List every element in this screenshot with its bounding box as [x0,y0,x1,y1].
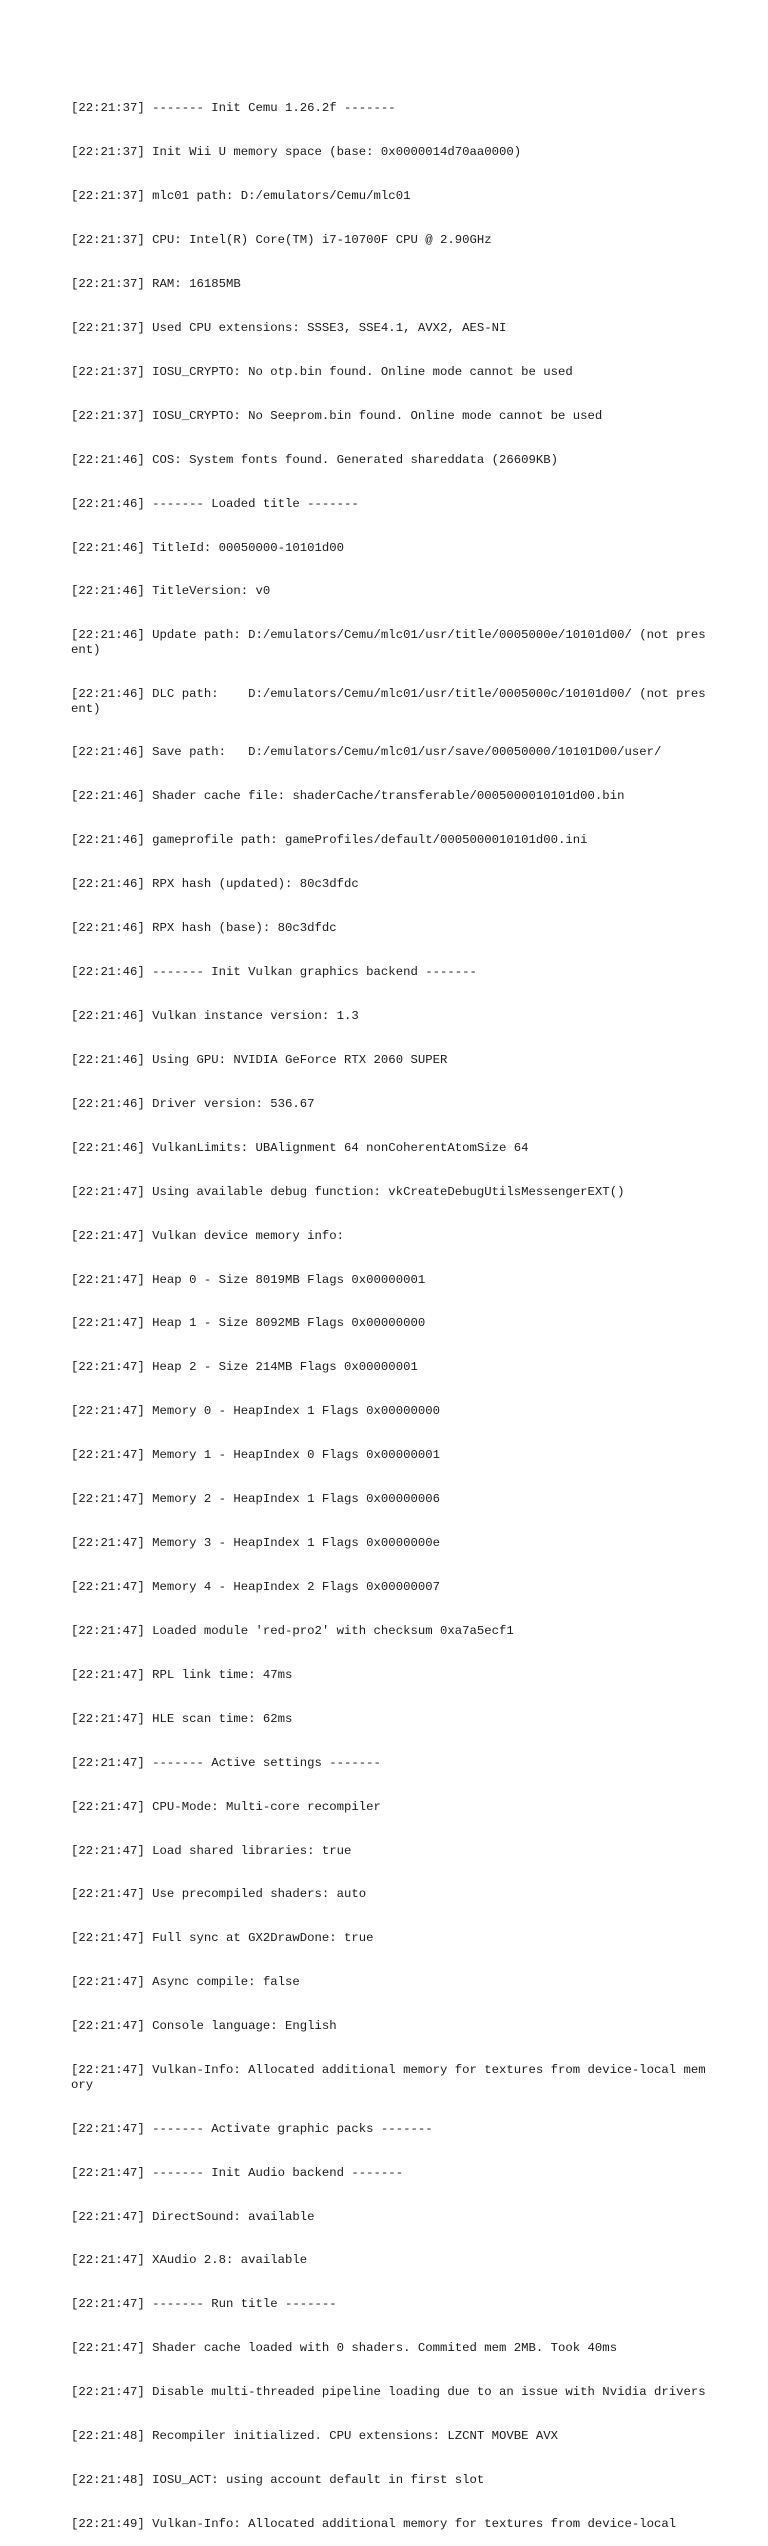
log-line: [22:21:46] COS: System fonts found. Generated shareddata (26609KB) [71,452,559,467]
log-line: [22:21:37] IOSU_CRYPTO: No Seeprom.bin found. Online mode cannot be used [71,408,603,423]
log-line: [22:21:46] VulkanLimits: UBAlignment 64 nonCoherentAtomSize 64 [71,1140,529,1155]
log-line: [22:21:47] Heap 0 - Size 8019MB Flags 0x00000001 [71,1272,426,1287]
log-line: [22:21:47] DirectSound: available [71,2209,315,2224]
log-line: [22:21:46] DLC path: D:/emulators/Cemu/mlc01/usr/title/0005000c/10101d00/ (not present) [71,686,706,716]
log-line: [22:21:47] ------- Init Audio backend ------- [71,2165,404,2180]
log-line: [22:21:47] Use precompiled shaders: auto [71,1887,367,1902]
log-line: [22:21:46] Shader cache file: shaderCache/transferable/0005000010101d00.bin [71,789,625,804]
log-line: [22:21:47] Memory 3 - HeapIndex 1 Flags 0x0000000e [71,1536,440,1551]
log-line: [22:21:47] XAudio 2.8: available [71,2253,308,2268]
log-line: [22:21:46] gameprofile path: gameProfiles/default/0005000010101d00.ini [71,833,588,848]
log-line: [22:21:46] RPX hash (base): 80c3dfdc [71,921,337,936]
log-line: [22:21:47] Memory 1 - HeapIndex 0 Flags 0x00000001 [71,1448,440,1463]
log-line: [22:21:47] Async compile: false [71,1975,300,1990]
log-line: [22:21:47] Vulkan device memory info: [71,1228,345,1243]
log-line: [22:21:47] Memory 0 - HeapIndex 1 Flags 0x00000000 [71,1404,440,1419]
log-line: [22:21:37] mlc01 path: D:/emulators/Cemu/mlc01 [71,189,411,204]
log-line: [22:21:46] Save path: D:/emulators/Cemu/mlc01/usr/save/00050000/10101D00/user/ [71,745,662,760]
log-line: [22:21:47] Load shared libraries: true [71,1843,352,1858]
log-line: [22:21:47] Loaded module 'red-pro2' with checksum 0xa7a5ecf1 [71,1623,514,1638]
log-line: [22:21:47] CPU-Mode: Multi-core recompiler [71,1799,381,1814]
log-line: [22:21:37] CPU: Intel(R) Core(TM) i7-10700F CPU @ 2.90GHz [71,233,492,248]
log-line: [22:21:37] RAM: 16185MB [71,276,241,291]
log-line: [22:21:47] Memory 4 - HeapIndex 2 Flags 0x00000007 [71,1579,440,1594]
log-line: [22:21:47] Memory 2 - HeapIndex 1 Flags 0x00000006 [71,1492,440,1507]
log-line: [22:21:47] Full sync at GX2DrawDone: true [71,1931,374,1946]
log-line: [22:21:47] HLE scan time: 62ms [71,1711,293,1726]
log-line: [22:21:47] Shader cache loaded with 0 shaders. Commited mem 2MB. Took 40ms [71,2341,618,2356]
log-line: [22:21:47] ------- Run title ------- [71,2297,337,2312]
log-line: [22:21:47] ------- Activate graphic packs ------- [71,2121,433,2136]
log-line: [22:21:48] Recompiler initialized. CPU extensions: LZCNT MOVBE AVX [71,2429,559,2444]
log-line: [22:21:47] Using available debug function: vkCreateDebugUtilsMessengerEXT() [71,1184,625,1199]
log-line: [22:21:46] RPX hash (updated): 80c3dfdc [71,877,359,892]
log-output [71,72,711,2546]
log-line: [22:21:46] Vulkan instance version: 1.3 [71,1009,359,1023]
log-line: [22:21:46] ------- Init Vulkan graphics backend ------- [71,965,477,980]
log-line: [22:21:47] ------- Active settings ------- [71,1755,381,1770]
log-line: [22:21:47] Console language: English [71,2019,337,2034]
log-line: [22:21:46] TitleId: 00050000-10101d00 [71,540,345,555]
log-line: [22:21:46] ------- Loaded title ------- [71,496,359,511]
log-line: [22:21:48] IOSU_ACT: using account default in first slot [71,2473,485,2488]
log-line: [22:21:37] Init Wii U memory space (base: 0x0000014d70aa0000) [71,145,522,160]
log-line: [22:21:47] Vulkan-Info: Allocated additional memory for textures from device-local memory [71,2063,706,2092]
log-line: [22:21:46] Update path: D:/emulators/Cemu/mlc01/usr/title/0005000e/10101d00/ (not present) [71,628,706,657]
log-line: [22:21:46] Driver version: 536.67 [71,1096,315,1111]
log-line: [22:21:47] RPL link time: 47ms [71,1667,293,1682]
log-line: [22:21:37] ------- Init Cemu 1.26.2f ------- [71,101,396,116]
log-line: [22:21:46] TitleVersion: v0 [71,584,271,599]
log-line: [22:21:47] Disable multi-threaded pipeline loading due to an issue with Nvidia drivers [71,2385,706,2400]
log-line: [22:21:47] Heap 2 - Size 214MB Flags 0x00000001 [71,1360,418,1375]
log-line: [22:21:37] Used CPU extensions: SSSE3, SSE4.1, AVX2, AES-NI [71,320,507,335]
log-line: [22:21:47] Heap 1 - Size 8092MB Flags 0x00000000 [71,1316,426,1331]
log-line: [22:21:46] Using GPU: NVIDIA GeForce RTX 2060 SUPER [71,1052,448,1067]
log-line: [22:21:37] IOSU_CRYPTO: No otp.bin found. Online mode cannot be used [71,364,573,379]
log-line: [22:21:49] Vulkan-Info: Allocated additional memory for textures from device-local [71,2516,677,2531]
